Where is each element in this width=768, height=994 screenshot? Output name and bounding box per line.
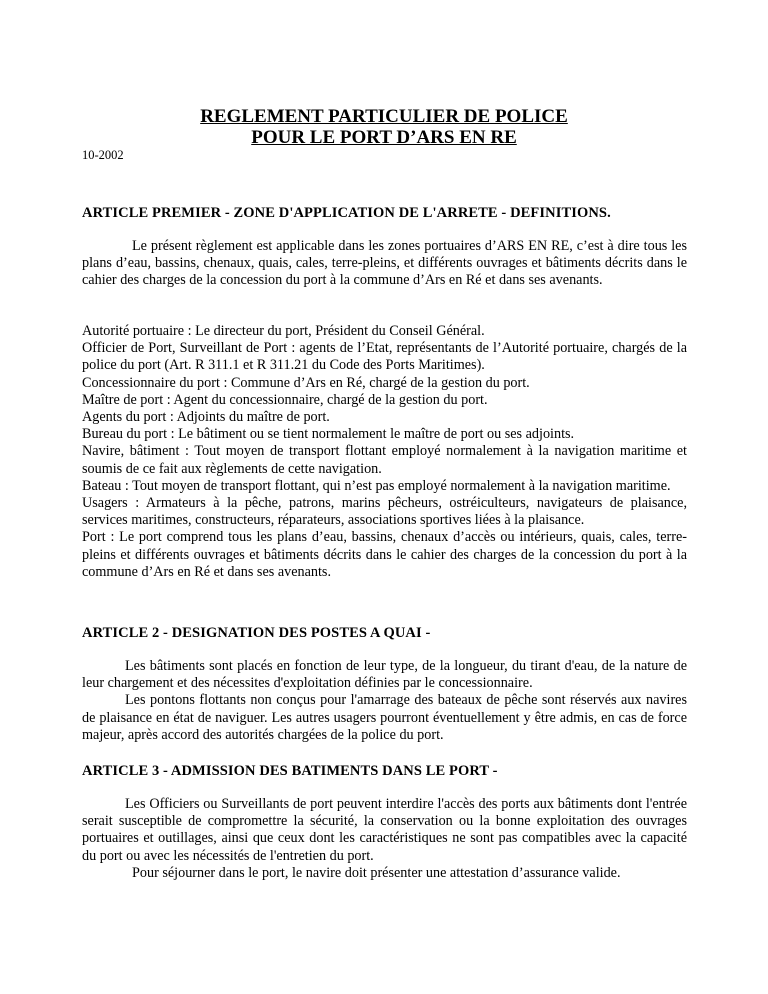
article-2-paragraph-1: Les bâtiments sont placés en fonction de leur type, de la longueur, du tirant d'eau, de la nature de leur chargement et des nécessites d'exploitation définies par le concessionnaire. bbox=[82, 658, 687, 692]
document-date: 10-2002 bbox=[82, 148, 124, 162]
article-3-paragraph-2: Pour séjourner dans le port, le navire doit présenter une attestation d’assurance valide. bbox=[132, 864, 621, 881]
definition-item: Navire, bâtiment : Tout moyen de transport flottant employé normalement à la navigation maritime et soumis de ce fait aux règlements de cette navigation. bbox=[82, 443, 687, 477]
definition-item: Maître de port : Agent du concessionnaire, chargé de la gestion du port. bbox=[82, 391, 488, 408]
definition-item: Bureau du port : Le bâtiment ou se tient normalement le maître de port ou ses adjoints. bbox=[82, 426, 575, 443]
document-title-line-2: POUR LE PORT D’ARS EN RE bbox=[251, 127, 517, 148]
definition-item: Agents du port : Adjoints du maître de port. bbox=[82, 409, 330, 426]
article-3-paragraph-1: Les Officiers ou Surveillants de port peuvent interdire l'accès des ports aux bâtiments dont l'entrée serait susceptible de compromettre la sécurité, la conservation ou la bonne exploitation des ouvrages portuaires et outillages, ainsi que ceux dont les caractéristiques ne sont pas compatibles avec la capacité du port ou avec les nécessités de l'entretien du port. bbox=[82, 796, 687, 864]
definition-item: Usagers : Armateurs à la pêche, patrons, marins pêcheurs, ostréiculteurs, navigateurs de plaisance, services maritimes, constructeurs, réparateurs, associations sportives liées à la plaisance. bbox=[82, 495, 687, 529]
article-3-heading: ARTICLE 3 - ADMISSION DES BATIMENTS DANS LE PORT - bbox=[82, 763, 498, 779]
article-2-body bbox=[82, 658, 687, 744]
document-title-line-1: REGLEMENT PARTICULIER DE POLICE bbox=[200, 106, 568, 127]
definition-item: Officier de Port, Surveillant de Port : agents de l’Etat, représentants de l’Autorité portuaire, chargés de la police du port (Art. R 311.1 et R 311.21 du Code des Ports Maritimes). bbox=[82, 340, 687, 374]
definition-item: Autorité portuaire : Le directeur du port, Président du Conseil Général. bbox=[82, 323, 485, 339]
definition-item: Bateau : Tout moyen de transport flottant, qui n’est pas employé normalement à la navigation maritime. bbox=[82, 477, 671, 494]
article-1-intro-text: Le présent règlement est applicable dans les zones portuaires d’ARS EN RE, c’est à dire tous les plans d’eau, bassins, chenaux, quais, cales, terre-pleins, et différents ouvrages et bâtiments décrits dans le cahier des charges de la concession du port à la commune d’Ars en Ré et dans ses avenants. bbox=[82, 238, 687, 289]
article-2-paragraph-2: Les pontons flottants non conçus pour l'amarrage des bateaux de pêche sont réservés aux navires de plaisance en état de naviguer. Les autres usagers pourront éventuellement y être admis, en cas de force majeur, après accord des autorités chargées de la police du port. bbox=[82, 692, 687, 743]
definition-item: Port : Le port comprend tous les plans d’eau, bassins, chenaux d’accès ou intérieurs, quais, cales, terre-pleins et différents ouvrages et bâtiments décrits dans le cahier des charges de la concession du port à la commune d’Ars en Ré et dans ses avenants. bbox=[82, 529, 687, 580]
article-1-definitions bbox=[82, 323, 687, 581]
article-1-intro bbox=[82, 238, 687, 290]
definition-item: Concessionnaire du port : Commune d’Ars en Ré, chargé de la gestion du port. bbox=[82, 374, 530, 391]
article-3-body bbox=[82, 796, 687, 882]
article-1-heading: ARTICLE PREMIER - ZONE D'APPLICATION DE L'ARRETE - DEFINITIONS. bbox=[82, 205, 611, 221]
article-2-heading: ARTICLE 2 - DESIGNATION DES POSTES A QUAI - bbox=[82, 625, 431, 641]
